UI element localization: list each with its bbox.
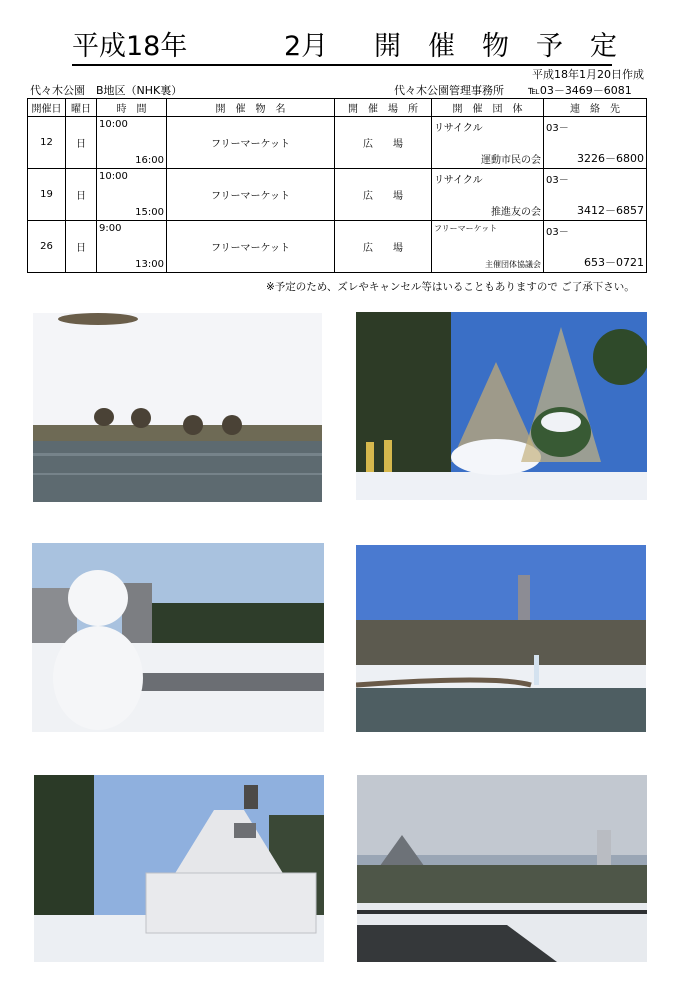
row-event: フリーマーケット [167, 169, 335, 221]
row-place: 広 場 [335, 169, 432, 221]
schedule-table [27, 98, 647, 273]
header-weekday: 曜日 [66, 99, 97, 117]
row-weekday: 日 [66, 169, 97, 221]
start-time: 10:00 [99, 119, 128, 130]
photo-yukizuri-pines [356, 312, 647, 500]
contact-line2: 3226－6800 [577, 152, 644, 165]
title-heading: 開 催 物 予 定 [374, 31, 617, 62]
row-event: フリーマーケット [167, 221, 335, 273]
created-date: 平成18年1月20日作成 [532, 68, 644, 81]
row-place: 広 場 [335, 117, 432, 169]
row-date: 12 [28, 117, 66, 169]
title-era: 平成18年 [72, 31, 188, 62]
contact-line2: 3412－6857 [577, 204, 644, 217]
organizer-line2: 推進友の会 [491, 207, 541, 218]
row-weekday: 日 [66, 117, 97, 169]
organizer-line2: 主催団体協議会 [485, 260, 541, 269]
photo-winter-pond [356, 545, 646, 732]
header-contact: 連 絡 先 [544, 99, 647, 117]
title-month: 2月 [284, 31, 329, 62]
header-event: 開 催 物 名 [167, 99, 335, 117]
table-header-row [28, 99, 647, 117]
header-organizer: 開 催 団 体 [432, 99, 544, 117]
start-time: 10:00 [99, 171, 128, 182]
header-place: 開 催 場 所 [335, 99, 432, 117]
row-time [97, 221, 167, 273]
organizer-line1: リサイクル [434, 175, 483, 186]
header-date: 開催日 [28, 99, 66, 117]
photo-ducks-pond [33, 313, 322, 502]
contact-line1: 03－ [546, 123, 569, 134]
row-event: フリーマーケット [167, 117, 335, 169]
contact-line1: 03－ [546, 227, 569, 238]
row-date: 26 [28, 221, 66, 273]
photo-snowman [32, 543, 324, 732]
row-time [97, 117, 167, 169]
row-place: 広 場 [335, 221, 432, 273]
contact-line2: 653－0721 [584, 256, 644, 269]
table-row [28, 169, 647, 221]
end-time: 15:00 [135, 207, 164, 218]
row-contact [544, 117, 647, 169]
organizer-line1: フリーマーケット [434, 224, 498, 233]
organizer-line1: リサイクル [434, 123, 483, 134]
table-row [28, 221, 647, 273]
disclaimer-note: ※予定のため、ズレやキャンセル等はいることもありますので ご了承下さい。 [266, 281, 635, 293]
contact-line1: 03－ [546, 175, 569, 186]
office-phone: ℡03－3469－6081 [528, 84, 632, 97]
start-time: 9:00 [99, 223, 122, 234]
row-date: 19 [28, 169, 66, 221]
table-row [28, 117, 647, 169]
photo-round-building [34, 775, 324, 962]
row-time [97, 169, 167, 221]
organizer-line2: 運動市民の会 [481, 155, 541, 166]
location-label: 代々木公園 B地区（NHK裏） [30, 84, 183, 97]
row-contact [544, 169, 647, 221]
photo-cloudy-stadium [357, 775, 647, 962]
row-organizer [432, 169, 544, 221]
page-title [72, 30, 617, 66]
header-time: 時 間 [97, 99, 167, 117]
end-time: 16:00 [135, 155, 164, 166]
row-organizer [432, 117, 544, 169]
row-weekday: 日 [66, 221, 97, 273]
office-label: 代々木公園管理事務所 [394, 84, 504, 97]
end-time: 13:00 [135, 259, 164, 270]
row-organizer [432, 221, 544, 273]
row-contact [544, 221, 647, 273]
